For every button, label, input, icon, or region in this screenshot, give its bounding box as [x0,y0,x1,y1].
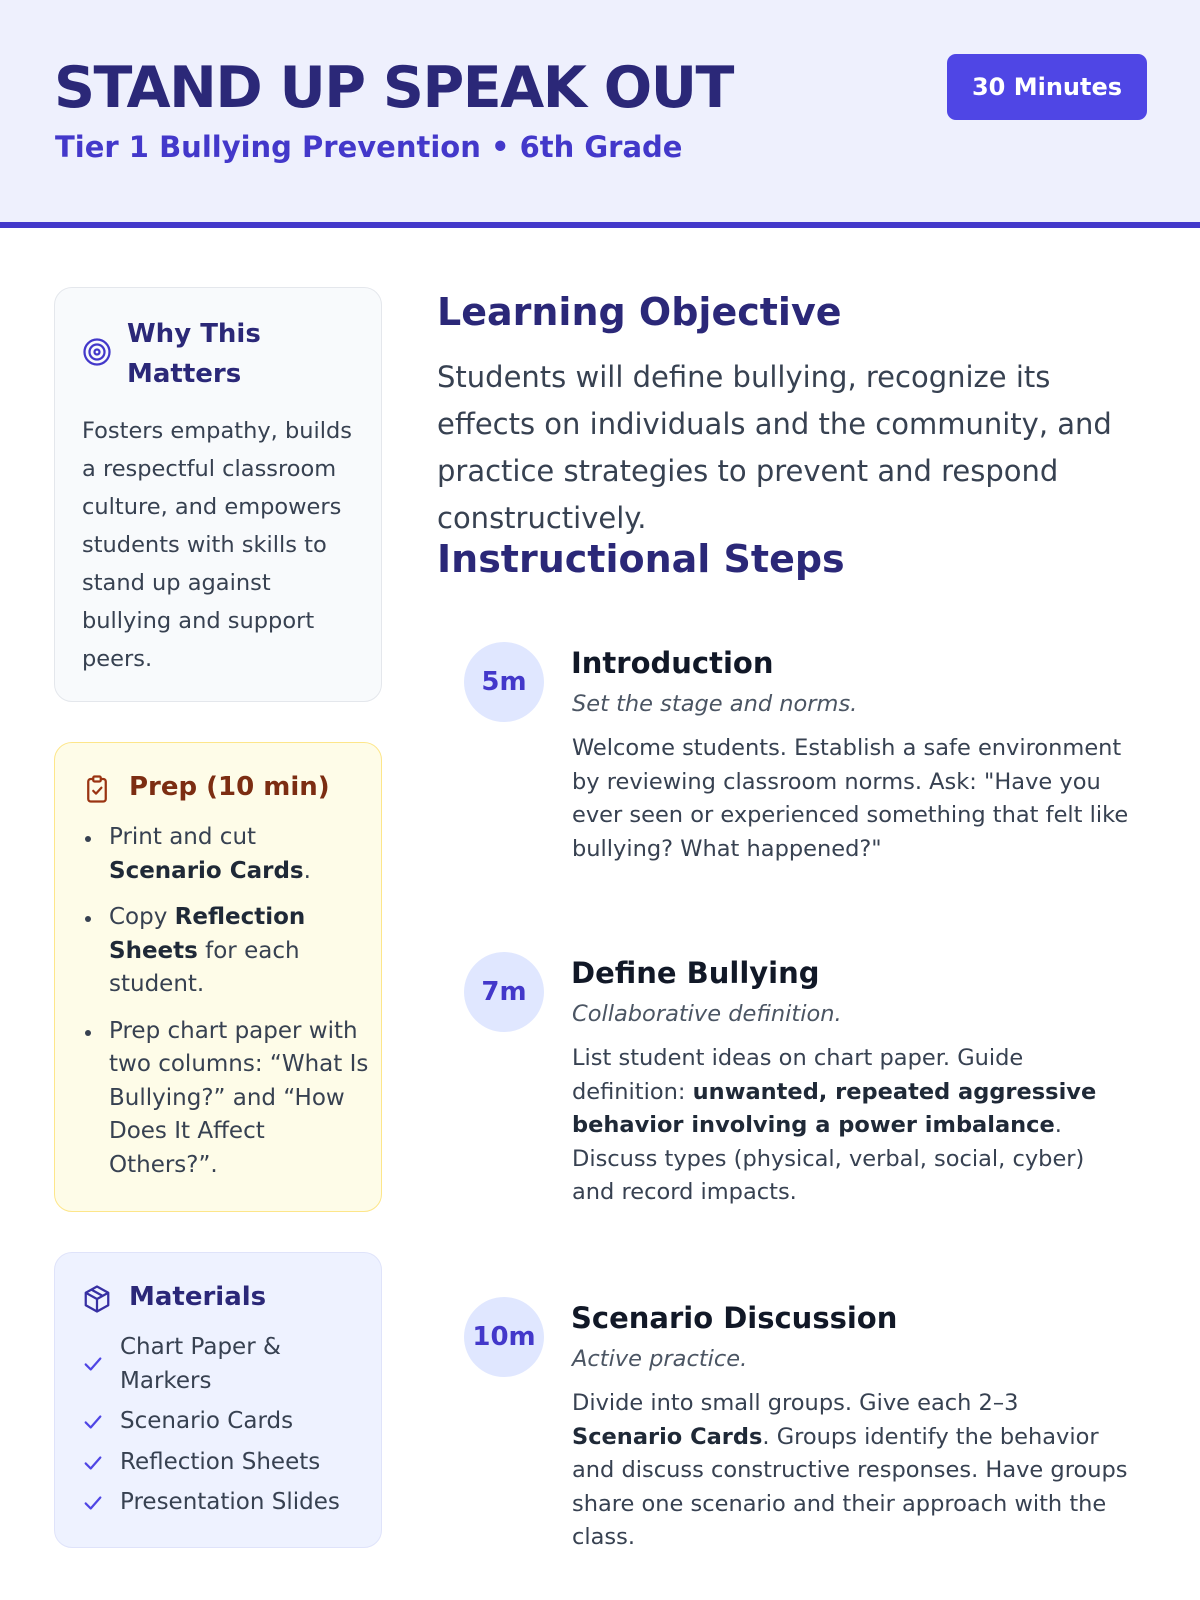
step-title: Scenario Discussion [571,1301,898,1335]
step-subtitle: Collaborative definition. [572,1001,842,1027]
page-subtitle: Tier 1 Bullying Prevention • 6th Grade [55,130,683,164]
page-title: STAND UP SPEAK OUT [54,55,733,121]
why-title: Why This Matters [127,319,261,389]
cube-icon [82,1284,112,1314]
step-body: List student ideas on chart paper. Guide definition: unwanted, repeated aggressive behavior involving a power imbalance. Discuss types (physical, verbal, social, cyber) and record impacts. [572,1045,1097,1205]
step-subtitle: Set the stage and norms. [572,691,858,717]
duration-badge: 30 Minutes [947,54,1147,120]
step-time-badge: 10m [464,1297,544,1377]
page-header [0,0,1200,228]
step-title: Define Bullying [571,956,820,990]
step-time-badge: 5m [464,642,544,722]
why-text: Fosters empathy, builds a respectful classroom culture, and empowers students with skills to stand up against bullying and support peers. [82,418,352,672]
check-icon [82,1353,104,1375]
list-item: Scenario Cards [82,1405,372,1439]
prep-card [54,742,382,1212]
step-body: Divide into small groups. Give each 2–3 Scenario Cards. Groups identify the behavior and discuss constructive responses. Have groups share one scenario and their approach with the class. [572,1390,1128,1550]
prep-list [82,821,372,1195]
clipboard-check-icon [82,774,112,804]
list-item: Print and cut Scenario Cards. [82,821,372,888]
step-subtitle: Active practice. [572,1346,748,1372]
instructional-steps-heading: Instructional Steps [437,537,845,581]
check-icon [82,1411,104,1433]
prep-title: Prep (10 min) [129,772,330,802]
materials-title: Materials [129,1282,267,1312]
learning-objective-heading: Learning Objective [437,290,842,334]
step-body: Welcome students. Establish a safe environment by reviewing classroom norms. Ask: "Have you ever seen or experienced something that felt like bullying? What happened?" [572,735,1129,862]
check-icon [82,1452,104,1474]
list-item: Chart Paper & Markers [82,1331,372,1398]
list-item: Copy Reflection Sheets for each student. [82,901,372,1002]
why-this-matters-card [54,287,382,702]
materials-list [82,1331,372,1527]
target-icon [82,337,112,367]
list-item: Reflection Sheets [82,1446,372,1480]
list-item: Presentation Slides [82,1486,372,1520]
check-icon [82,1492,104,1514]
materials-card [54,1252,382,1548]
step-time-badge: 7m [464,952,544,1032]
list-item: Prep chart paper with two columns: “What Is Bullying?” and “How Does It Affect Others?”. [82,1015,372,1183]
step-title: Introduction [571,646,774,680]
learning-objective-text: Students will define bullying, recognize its effects on individuals and the community, and practice strategies to prevent and respond constructively. [437,360,1112,535]
